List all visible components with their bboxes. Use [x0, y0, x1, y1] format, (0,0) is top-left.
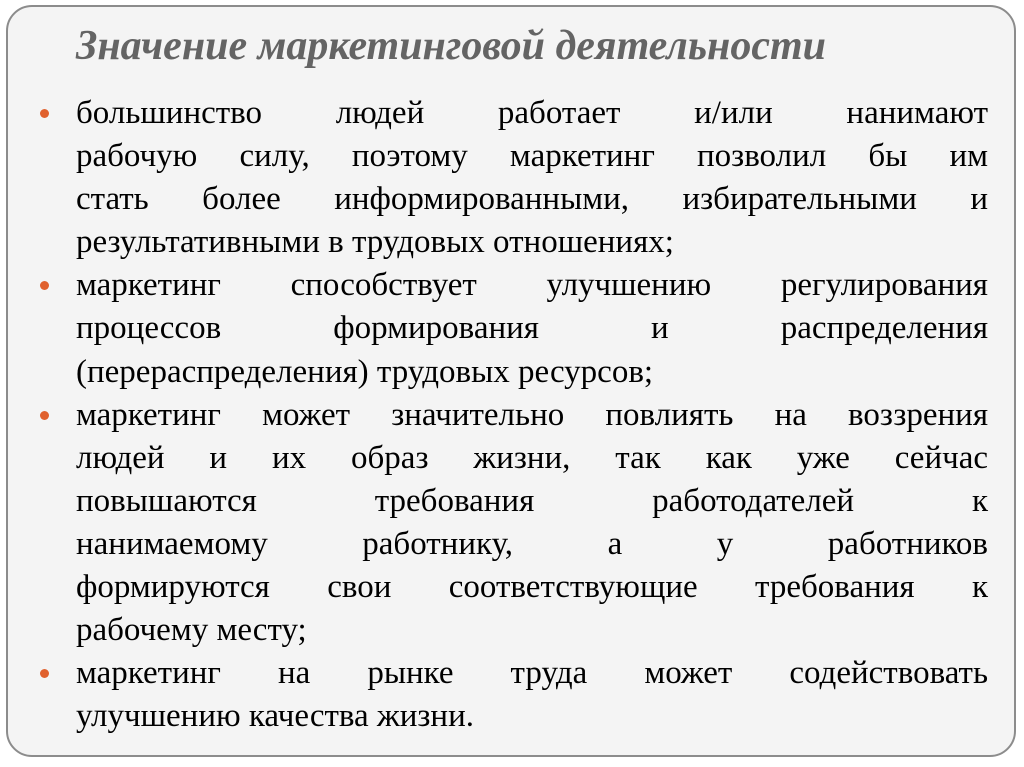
- bullet-text-line: рабочую силу, поэтому маркетинг позволил бы им: [76, 138, 988, 175]
- slide-title: Значение маркетинговой деятельности: [76, 23, 827, 69]
- bullet-text-line: процессов формирования и распределения: [76, 310, 988, 347]
- bullet-item: [76, 264, 988, 393]
- bullet-dot-icon: [40, 109, 49, 118]
- bullet-text-line: большинство людей работает и/или нанимают: [76, 95, 988, 131]
- bullet-list: [76, 92, 988, 738]
- bullet-text-line: (перераспределения) трудовых ресурсов;: [76, 353, 654, 390]
- bullet-text-line: повышаются требования работодателей к: [76, 482, 988, 519]
- bullet-text-line: нанимаемому работнику, а у работников: [76, 525, 988, 562]
- bullet-text-line: людей и их образ жизни, так как уже сейчас: [76, 439, 988, 476]
- bullet-text-line: маркетинг на рынке труда может содействовать: [76, 655, 988, 692]
- bullet-dot-icon: [40, 411, 49, 420]
- bullet-text-line: маркетинг способствует улучшению регулирования: [76, 267, 988, 304]
- bullet-text-line: улучшению качества жизни.: [76, 698, 474, 735]
- bullet-text-line: результативными в трудовых отношениях;: [76, 224, 674, 261]
- bullet-item: [76, 652, 988, 738]
- bullet-item: [76, 92, 988, 264]
- bullet-text-line: стать более информированными, избирательными и: [76, 181, 988, 218]
- bullet-text-line: маркетинг может значительно повлиять на воззрения: [76, 396, 988, 433]
- bullet-item: [76, 394, 988, 653]
- bullet-text-line: формируются свои соответствующие требования к: [76, 569, 988, 606]
- bullet-text-line: рабочему месту;: [76, 612, 307, 649]
